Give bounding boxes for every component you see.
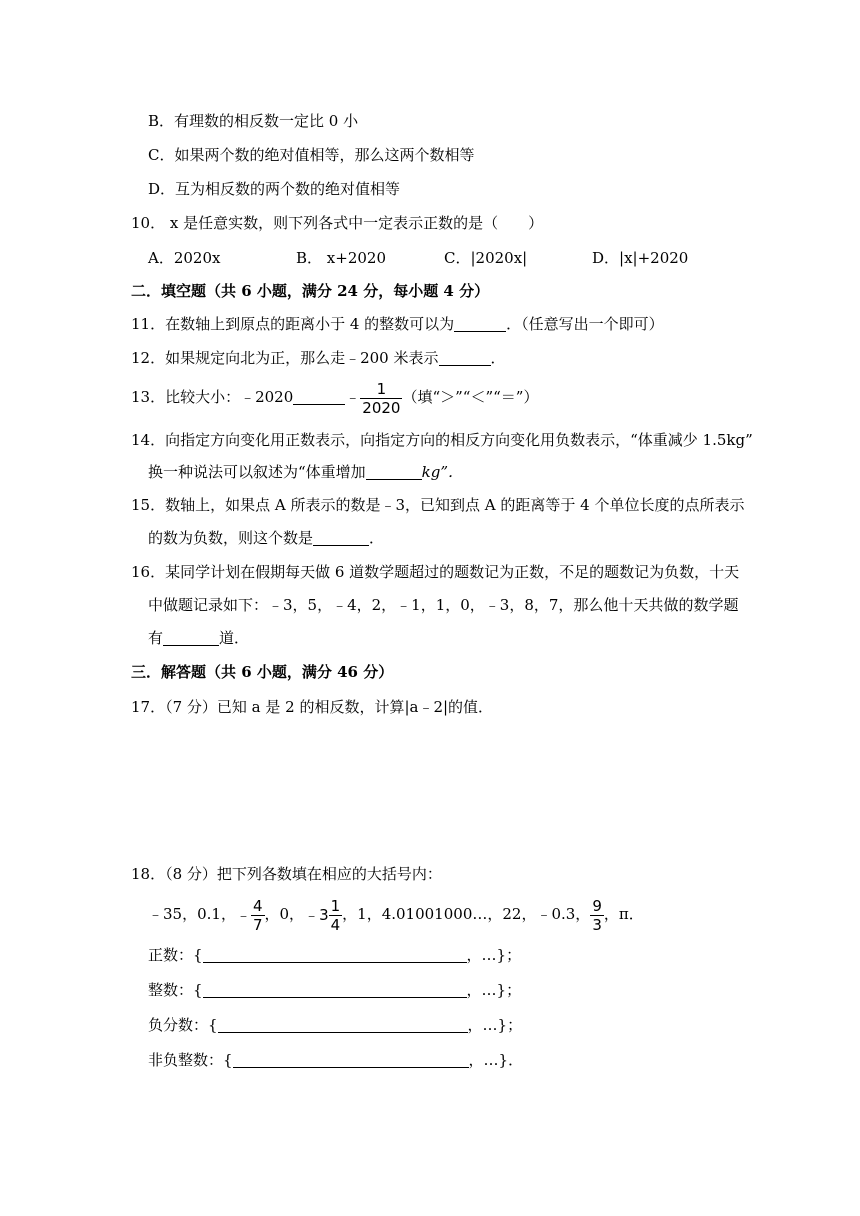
q12-answer-blank[interactable] <box>439 349 491 366</box>
q16-line-3 <box>148 628 249 648</box>
q15-answer-blank[interactable] <box>313 529 369 546</box>
q10-option-a: A．2020x <box>148 249 221 267</box>
q9-option-d: D．互为相反数的两个数的绝对值相等 <box>148 180 401 198</box>
q18-integer-blank[interactable] <box>203 981 467 998</box>
q18-row-label: 整数：{ <box>148 981 203 999</box>
q18-row-integer <box>148 980 521 1000</box>
q16-line-2: 中做题记录如下：﹣3，5，﹣4，2，﹣1，1，0，﹣3，8，7，那么他十天共做的数学题 <box>148 596 739 614</box>
q9-option-c: C．如果两个数的绝对值相等，那么这两个数相等 <box>148 146 475 164</box>
q18-numbers-part-4: ，π． <box>603 905 644 923</box>
q17: 17．（7 分）已知 a 是 2 的相反数，计算|a﹣2|的值． <box>131 698 494 716</box>
q18-row-end: ，…}； <box>467 1016 523 1034</box>
q11-answer-blank[interactable] <box>454 315 506 332</box>
q12-text: 12．如果规定向北为正，那么走﹣200 米表示 <box>131 349 439 367</box>
q18-row-nonnegative-integer <box>148 1050 523 1070</box>
q18-numbers-part-1: ﹣35，0.1， <box>148 905 236 923</box>
q14-answer-blank[interactable] <box>366 463 422 480</box>
q18-numbers-part-3: ，1，4.01001000…，22，﹣0.3， <box>342 905 591 923</box>
q18-fraction-2-denominator: 4 <box>330 915 341 934</box>
q14-text: 换一种说法可以叙述为“体重增加 <box>148 463 366 481</box>
q18-fraction-1-sign: ﹣ <box>235 906 251 924</box>
q18-fraction-1-numerator: 4 <box>252 896 263 915</box>
q11 <box>131 314 664 334</box>
q18-row-label: 负分数：{ <box>148 1016 218 1034</box>
q18-fraction-2-numerator: 1 <box>330 896 341 915</box>
q18-row-end: ，…}； <box>466 981 522 999</box>
q13-sign: ﹣ <box>345 388 361 406</box>
q15-text: 的数为负数，则这个数是 <box>148 529 314 547</box>
q18-fraction-1-denominator: 7 <box>252 915 263 934</box>
q18-row-label: 正数：{ <box>148 946 203 964</box>
q13-tail: （填“＞”“＜”“＝”） <box>402 388 539 406</box>
q15-line-2 <box>148 528 384 548</box>
q18-fraction-3-denominator: 3 <box>592 915 602 934</box>
q13 <box>131 377 538 417</box>
q14-tail: kg”． <box>421 463 464 481</box>
q11-tail: ．（任意写出一个即可） <box>506 315 664 333</box>
q18-nonnegative-integer-blank[interactable] <box>233 1051 469 1068</box>
q18-negative-fraction-blank[interactable] <box>218 1016 468 1033</box>
q13-text: 13．比较大小：﹣2020 <box>131 388 294 406</box>
q18-fraction-1 <box>251 897 265 934</box>
q10-option-c: C．|2020x| <box>444 249 528 267</box>
q18-row-label: 非负整数：{ <box>148 1051 233 1069</box>
q18-fraction-2 <box>329 897 343 934</box>
q13-fraction-numerator: 1 <box>376 379 387 398</box>
q10-option-d: D．|x|+2020 <box>592 249 689 267</box>
q9-option-b: B．有理数的相反数一定比 0 小 <box>148 112 359 130</box>
q18-fraction-3 <box>590 897 604 934</box>
q14-line-2 <box>148 462 463 482</box>
q10-stem: 10． x 是任意实数，则下列各式中一定表示正数的是（ ） <box>131 214 544 232</box>
q18-fraction-3-numerator: 9 <box>592 896 602 915</box>
q18-mixed-number-integer: ﹣3 <box>304 906 329 924</box>
q16-tail: 道． <box>219 629 250 647</box>
q18-stem: 18．（8 分）把下列各数填在相应的大括号内： <box>131 865 442 883</box>
q15-line-1: 15．数轴上，如果点 A 所表示的数是﹣3，已知到点 A 的距离等于 4 个单位长度的点所表示 <box>131 496 745 514</box>
q10-option-b: B． x+2020 <box>296 249 386 267</box>
q14-line-1: 14．向指定方向变化用正数表示，向指定方向的相反方向变化用负数表示，“体重减少 1.5kg” <box>131 431 753 449</box>
q18-row-negative-fraction <box>148 1015 522 1035</box>
q15-tail: ． <box>369 529 385 547</box>
q12-tail: ． <box>490 349 506 367</box>
q18-row-positive <box>148 945 521 965</box>
section-3-heading: 三．解答题（共 6 小题，满分 46 分） <box>131 663 394 681</box>
q16-answer-blank[interactable] <box>163 629 219 646</box>
q18-numbers-part-2: ，0， <box>264 905 305 923</box>
q18-row-end: ，…}． <box>468 1051 524 1069</box>
q13-answer-blank[interactable] <box>293 388 345 405</box>
q16-line-1: 16．某同学计划在假期每天做 6 道数学题超过的题数记为正数，不足的题数记为负数，十天 <box>131 563 740 581</box>
q11-text: 11．在数轴上到原点的距离小于 4 的整数可以为 <box>131 315 455 333</box>
q16-text: 有 <box>148 629 164 647</box>
q18-positive-blank[interactable] <box>203 946 467 963</box>
q18-numbers <box>148 894 644 935</box>
q12 <box>131 348 506 368</box>
section-2-heading: 二．填空题（共 6 小题，满分 24 分，每小题 4 分） <box>131 282 490 300</box>
q13-fraction <box>360 380 402 417</box>
q18-row-end: ，…}； <box>466 946 522 964</box>
q13-fraction-denominator: 2020 <box>362 398 401 417</box>
